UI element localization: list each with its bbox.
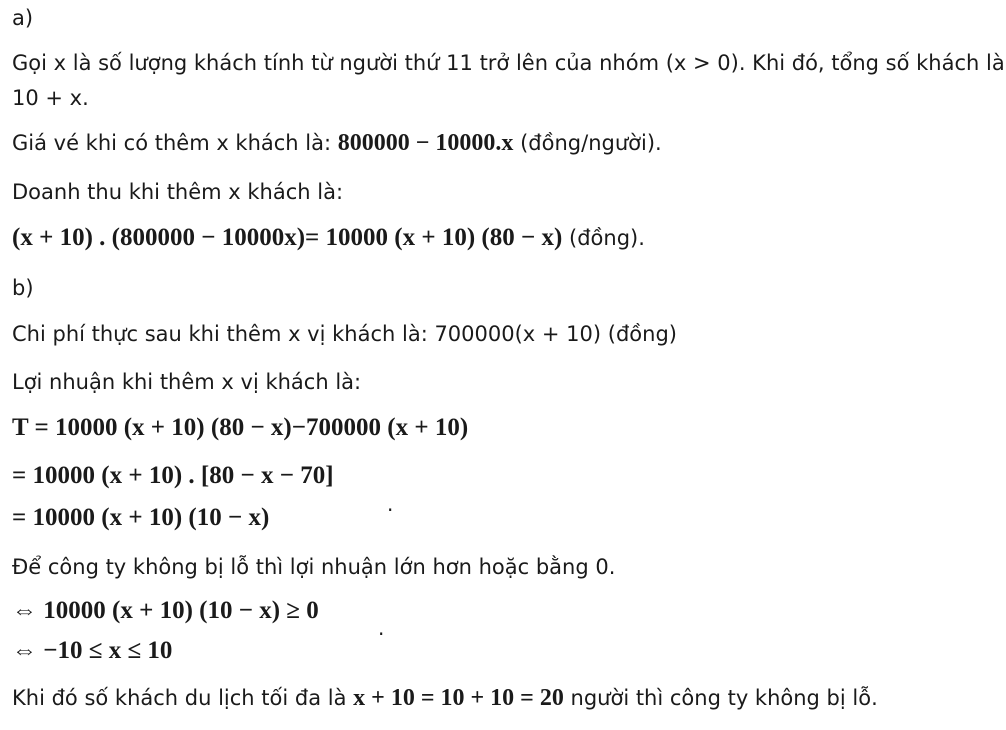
equation-period-mark: . xyxy=(387,492,394,516)
ticket-price-unit: (đồng/người). xyxy=(513,131,662,155)
part-b-profit-intro: Lợi nhuận khi thêm x vị khách là: xyxy=(12,370,362,394)
inequality-1: ⇔ 10000 (x + 10) (10 − x) ≥ 0 xyxy=(12,597,319,624)
ticket-price-formula: 800000 − 10000.x xyxy=(337,130,514,156)
part-a-paragraph-1-line-2: 10 + x. xyxy=(12,86,89,110)
part-a-revenue-intro: Doanh thu khi thêm x khách là: xyxy=(12,180,344,204)
revenue-unit: (đồng). xyxy=(562,226,645,250)
part-b-conclusion-line xyxy=(12,684,878,712)
ticket-price-text: Giá vé khi có thêm x khách là: xyxy=(12,131,338,155)
profit-equation-2: = 10000 (x + 10) . [80 − x − 70] xyxy=(12,462,334,489)
inequality-period-mark: . xyxy=(378,616,385,640)
inequality-2: ⇔ −10 ≤ x ≤ 10 xyxy=(12,637,173,664)
conclusion-text: Khi đó số khách du lịch tối đa là xyxy=(12,686,354,710)
part-b-cost-line: Chi phí thực sau khi thêm x vị khách là: 700000(x + 10) (đồng) xyxy=(12,322,677,346)
revenue-formula: (x + 10) . (800000 − 10000x)= 10000 (x + 10) (80 − x) xyxy=(12,224,563,251)
part-a-label: a) xyxy=(12,6,34,30)
profit-equation-1: T = 10000 (x + 10) (80 − x)−700000 (x + 10) xyxy=(12,414,469,441)
profit-equation-3: = 10000 (x + 10) (10 − x) xyxy=(12,504,270,531)
part-a-ticket-price-line xyxy=(12,129,662,157)
part-b-no-loss-condition: Để công ty không bị lỗ thì lợi nhuận lớn hơn hoặc bằng 0. xyxy=(12,555,616,579)
conclusion-formula: x + 10 = 10 + 10 = 20 xyxy=(353,685,564,711)
part-b-label: b) xyxy=(12,276,34,300)
part-a-paragraph-1-line-1: Gọi x là số lượng khách tính từ người thứ 11 trở lên của nhóm (x > 0). Khi đó, tổng số khách là xyxy=(12,51,1005,75)
part-a-revenue-formula-line xyxy=(12,224,645,252)
conclusion-tail: người thì công ty không bị lỗ. xyxy=(563,686,878,710)
